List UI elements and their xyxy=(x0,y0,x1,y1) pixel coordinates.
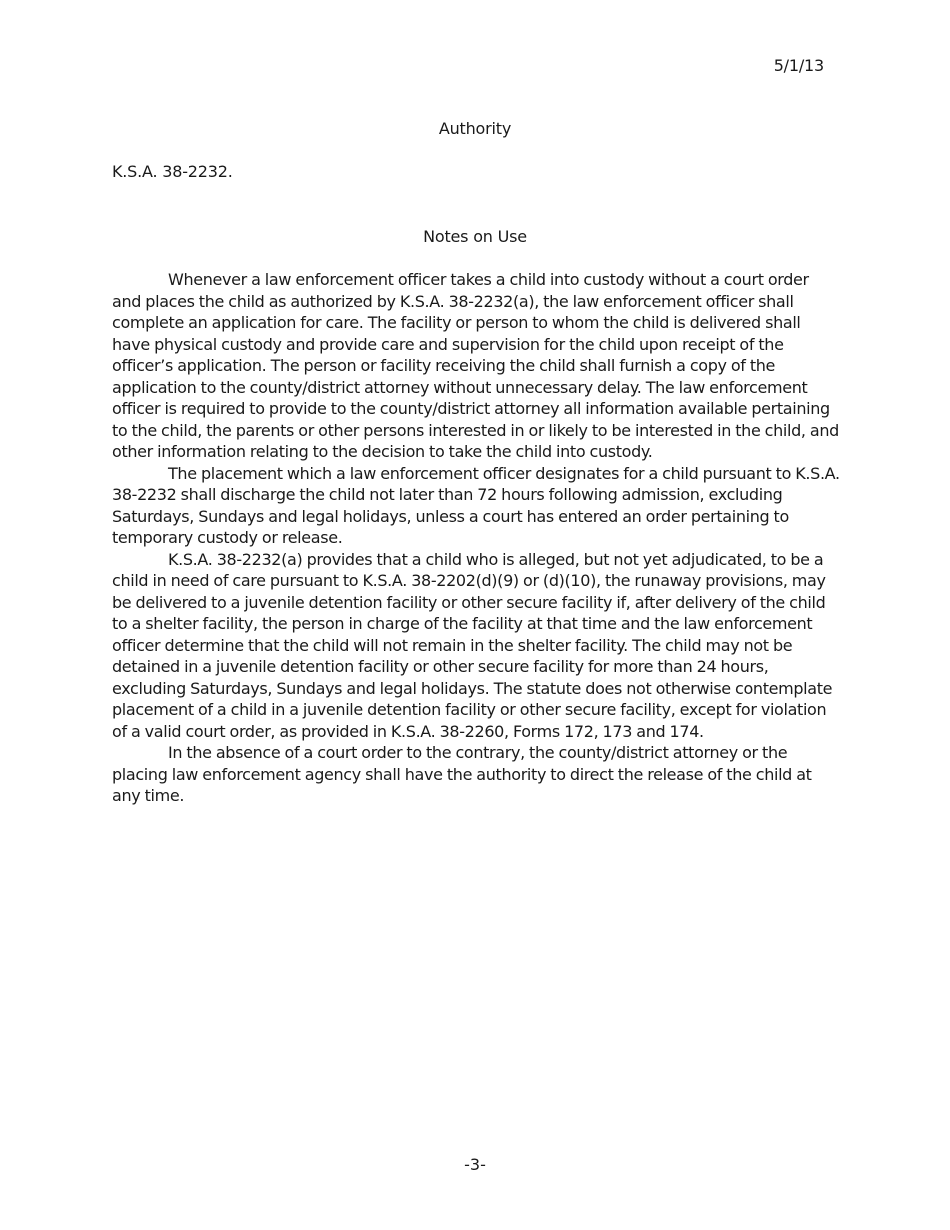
notes-on-use-heading: Notes on Use xyxy=(423,227,527,246)
authority-citation: K.S.A. 38-2232. xyxy=(112,162,233,181)
notes-paragraph-3: K.S.A. 38-2232(a) provides that a child who is alleged, but not yet adjudicated, to be a child in need of care pursuant to K.S.A. 38-2202(d)(9) or (d)(10), the runaway provisions, may be delivered to a juvenile detention facility or other secure facility if, after delivery of the child to a shelter facility, the person in charge of the facility at that time and the law enforcement officer determine that the child will not remain in the shelter facility. The child may not be detained in a juvenile detention facility or other secure facility for more than 24 hours, excluding Saturdays, Sundays and legal holidays. The statute does not otherwise contemplate placement of a child in a juvenile detention facility or other secure facility, except for violation of a valid court order, as provided in K.S.A. 38-2260, Forms 172, 173 and 174. xyxy=(112,549,833,741)
notes-paragraph-4: In the absence of a court order to the contrary, the county/district attorney or the placing law enforcement agency shall have the authority to direct the release of the child at any time. xyxy=(112,743,812,805)
notes-on-use-body xyxy=(112,269,840,807)
document-date: 5/1/13 xyxy=(773,56,824,75)
authority-heading: Authority xyxy=(438,119,512,138)
notes-paragraph-2: The placement which a law enforcement officer designates for a child pursuant to K.S.A. 38-2232 shall discharge the child not later than 72 hours following admission, excluding Saturdays, Sundays and legal holidays, unless a court has entered an order pertaining to temporary custody or release. xyxy=(112,463,840,547)
notes-paragraph-1: Whenever a law enforcement officer takes a child into custody without a court order and places the child as authorized by K.S.A. 38-2232(a), the law enforcement officer shall complete an application for care. The facility or person to whom the child is delivered shall have physical custody and provide care and supervision for the child upon receipt of the officer’s application. The person or facility receiving the child shall furnish a copy of the application to the county/district attorney without unnecessary delay. The law enforcement officer is required to provide to the county/district attorney all information available pertaining to the child, the parents or other persons interested in or likely to be interested in the child, and other information relating to the decision to take the child into custody. xyxy=(112,270,839,461)
page-number: -3- xyxy=(464,1155,486,1174)
